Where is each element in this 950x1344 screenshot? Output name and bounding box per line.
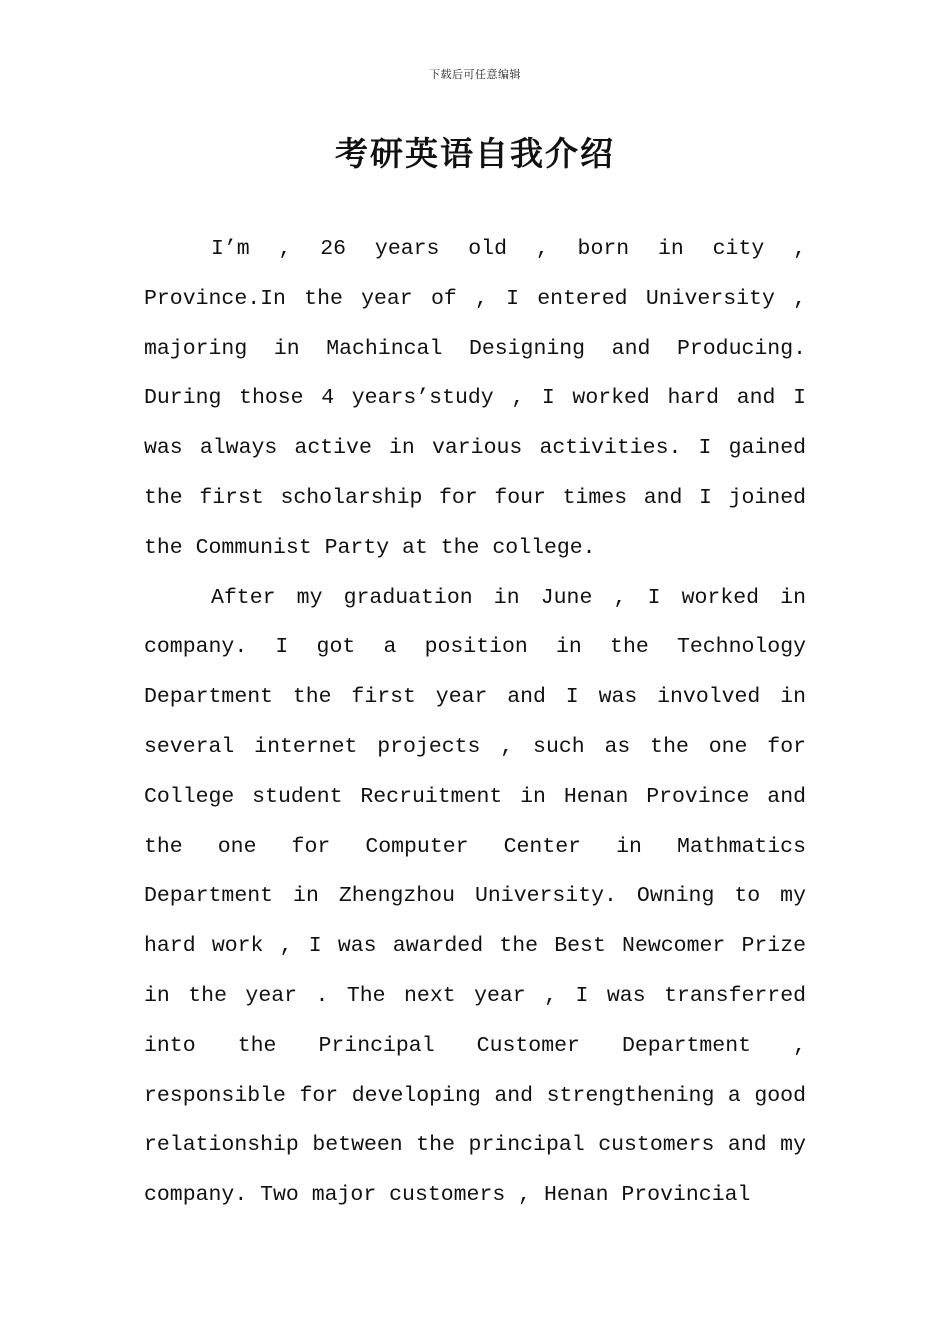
paragraph: After my graduation in June , I worked in company. I got a position in the Technology Department the first year and I was involved in several internet projects , such as the one for College student Recruitment in Henan Province and the one for Computer Center in Mathmatics Department in Zhengzhou University. Owning to my hard work , I was awarded the Best Newcomer Prize in the year . The next year , I was transferred into the Principal Customer Department , responsible for developing and strengthening a good relationship between the principal customers and my company. Two major customers , Henan Provincial: [144, 585, 806, 1208]
page-title: 考研英语自我介绍: [335, 134, 615, 173]
document-body: [144, 225, 806, 1221]
paragraph: I’m , 26 years old , born in city , Province.In the year of , I entered University , majoring in Machincal Designing and Producing. During those 4 years’study , I worked hard and I was always active in various activities. I gained the first scholarship for four times and I joined the Communist Party at the college.: [144, 237, 806, 560]
header-note: 下载后可任意编辑: [429, 68, 521, 81]
